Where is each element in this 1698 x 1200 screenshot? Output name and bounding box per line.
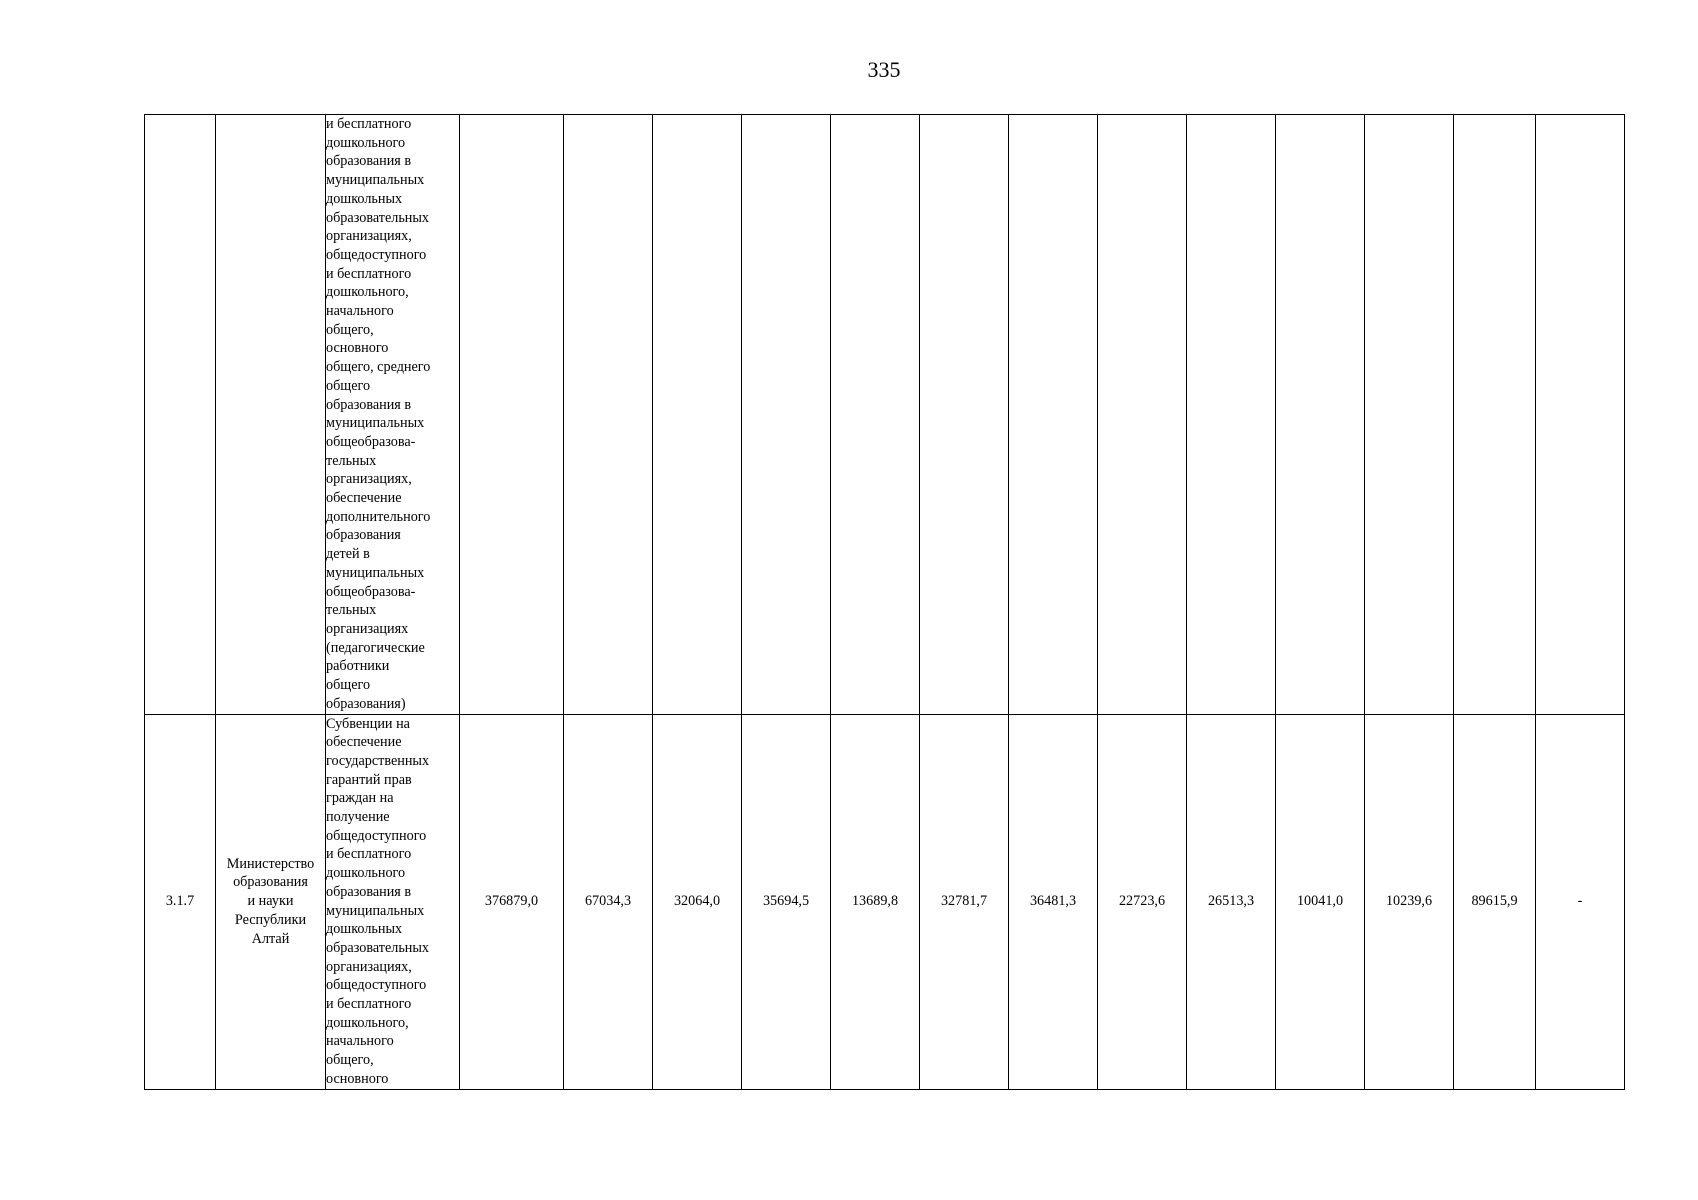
row-code xyxy=(145,115,216,715)
row-ministry: Министерство образования и науки Республики Алтай xyxy=(216,714,326,1089)
value-cell xyxy=(564,115,653,715)
value-cell: 13689,8 xyxy=(831,714,920,1089)
value-cell: 26513,3 xyxy=(1187,714,1276,1089)
value-cell xyxy=(460,115,564,715)
row-description: Субвенции на обеспечение государственных гарантий прав граждан на получение общедоступного и бесплатного дошкольного образования в муниципальных дошкольных образовательных организациях, общедоступного и бесплатного дошкольного, начального общего, основного xyxy=(326,714,460,1089)
value-cell: - xyxy=(1536,714,1625,1089)
page-number: 335 xyxy=(867,57,901,82)
value-cell xyxy=(920,115,1009,715)
value-cell xyxy=(742,115,831,715)
row-ministry xyxy=(216,115,326,715)
value-cell xyxy=(1454,115,1536,715)
row-code: 3.1.7 xyxy=(145,714,216,1089)
value-cell: 89615,9 xyxy=(1454,714,1536,1089)
value-cell xyxy=(1276,115,1365,715)
value-cell xyxy=(831,115,920,715)
value-cell: 10041,0 xyxy=(1276,714,1365,1089)
value-cell: 32781,7 xyxy=(920,714,1009,1089)
budget-table xyxy=(144,114,1625,1090)
value-cell: 35694,5 xyxy=(742,714,831,1089)
value-cell xyxy=(1009,115,1098,715)
value-cell: 10239,6 xyxy=(1365,714,1454,1089)
value-cell: 67034,3 xyxy=(564,714,653,1089)
value-cell xyxy=(1365,115,1454,715)
value-cell: 32064,0 xyxy=(653,714,742,1089)
value-cell xyxy=(1098,115,1187,715)
table-row xyxy=(145,115,1625,715)
value-cell: 376879,0 xyxy=(460,714,564,1089)
value-cell: 36481,3 xyxy=(1009,714,1098,1089)
table-row xyxy=(145,714,1625,1089)
value-cell xyxy=(1536,115,1625,715)
value-cell: 22723,6 xyxy=(1098,714,1187,1089)
value-cell xyxy=(653,115,742,715)
row-description: и бесплатного дошкольного образования в муниципальных дошкольных образовательных организациях, общедоступного и бесплатного дошкольного, начального общего, основного общего, среднего общего образования в муниципальных общеобразова- тельных организациях, обеспечение дополнительного образования детей в муниципальных общеобразова- тельных организациях (педагогические работники общего образования) xyxy=(326,115,460,715)
value-cell xyxy=(1187,115,1276,715)
